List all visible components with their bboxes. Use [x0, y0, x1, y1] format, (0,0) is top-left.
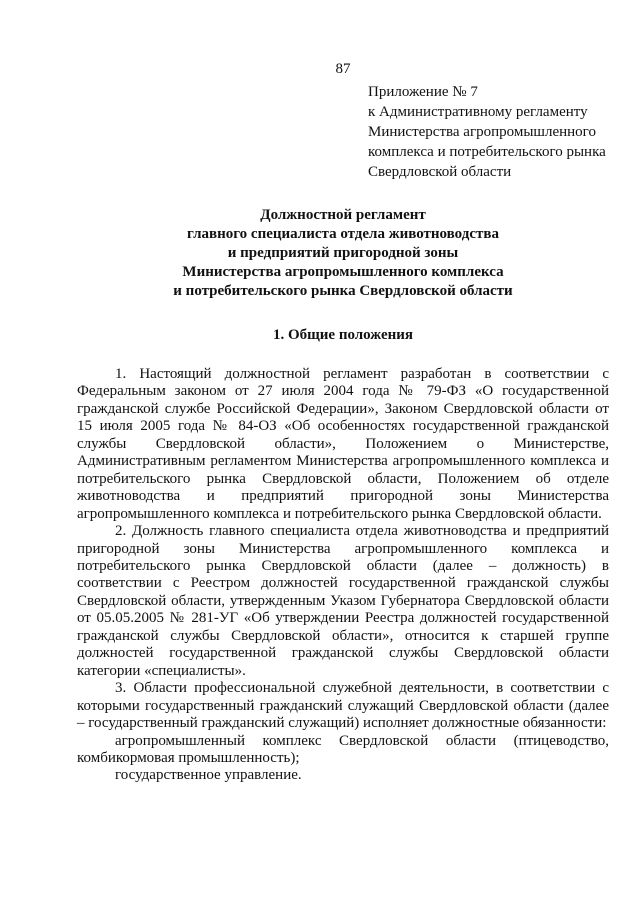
title-line: и предприятий пригородной зоны: [227, 245, 459, 261]
appendix-line: Министерства агропромышленного: [368, 124, 596, 140]
document-body: [77, 366, 609, 785]
appendix-line: Приложение № 7: [368, 84, 478, 100]
paragraph: 1. Настоящий должностной регламент разработан в соответствии с Федеральным законом от 27 июля 2004 года № 79-ФЗ «О государственной гражданской службе Российской Федерации», Законом Свердловской области от 15 июля 2005 года № 84-ОЗ «Об особенностях государственной гражданской службы Свердловской области», Положением о Министерстве, Административным регламентом Министерства агропромышленного комплекса и потребительского рынка Свердловской области, Положением об отделе животноводства и предприятий пригородной зоны Министерства агропромышленного комплекса и потребительского рынка Свердловской области.: [77, 366, 609, 522]
section-heading: 1. Общие положения: [272, 327, 414, 343]
title-line: и потребительского рынка Свердловской области: [173, 283, 513, 299]
title-line: Министерства агропромышленного комплекса: [182, 264, 504, 280]
document-title: [0, 206, 640, 301]
appendix-block: [368, 82, 628, 182]
title-line: Должностной регламент: [260, 207, 426, 223]
appendix-line: к Административному регламенту: [368, 104, 588, 120]
paragraph: 3. Области профессиональной служебной деятельности, в соответствии с которыми государственный гражданский служащий Свердловской области (далее – государственный гражданский служащий) исполняет должностные обязанности:: [77, 680, 609, 732]
paragraph: агропромышленный комплекс Свердловской области (птицеводство, комбикормовая промышленность);: [77, 732, 609, 766]
page-number: 87: [335, 61, 351, 77]
paragraph: 2. Должность главного специалиста отдела животноводства и предприятий пригородной зоны Министерства агропромышленного комплекса и потребительского рынка Свердловской области (далее – должность) в соответствии с Реестром должностей государственной гражданской службы Свердловской области, утвержденным Указом Губернатора Свердловской области от 05.05.2005 № 281-УГ «Об утверждении Реестра должностей государственной гражданской службы Свердловской области», относится к старшей группе должностей государственной гражданской службы Свердловской области категории «специалисты».: [77, 523, 609, 679]
appendix-line: Свердловской области: [368, 164, 512, 180]
title-line: главного специалиста отдела животноводства: [187, 226, 499, 242]
paragraph: государственное управление.: [115, 767, 302, 784]
appendix-line: комплекса и потребительского рынка: [368, 144, 606, 160]
